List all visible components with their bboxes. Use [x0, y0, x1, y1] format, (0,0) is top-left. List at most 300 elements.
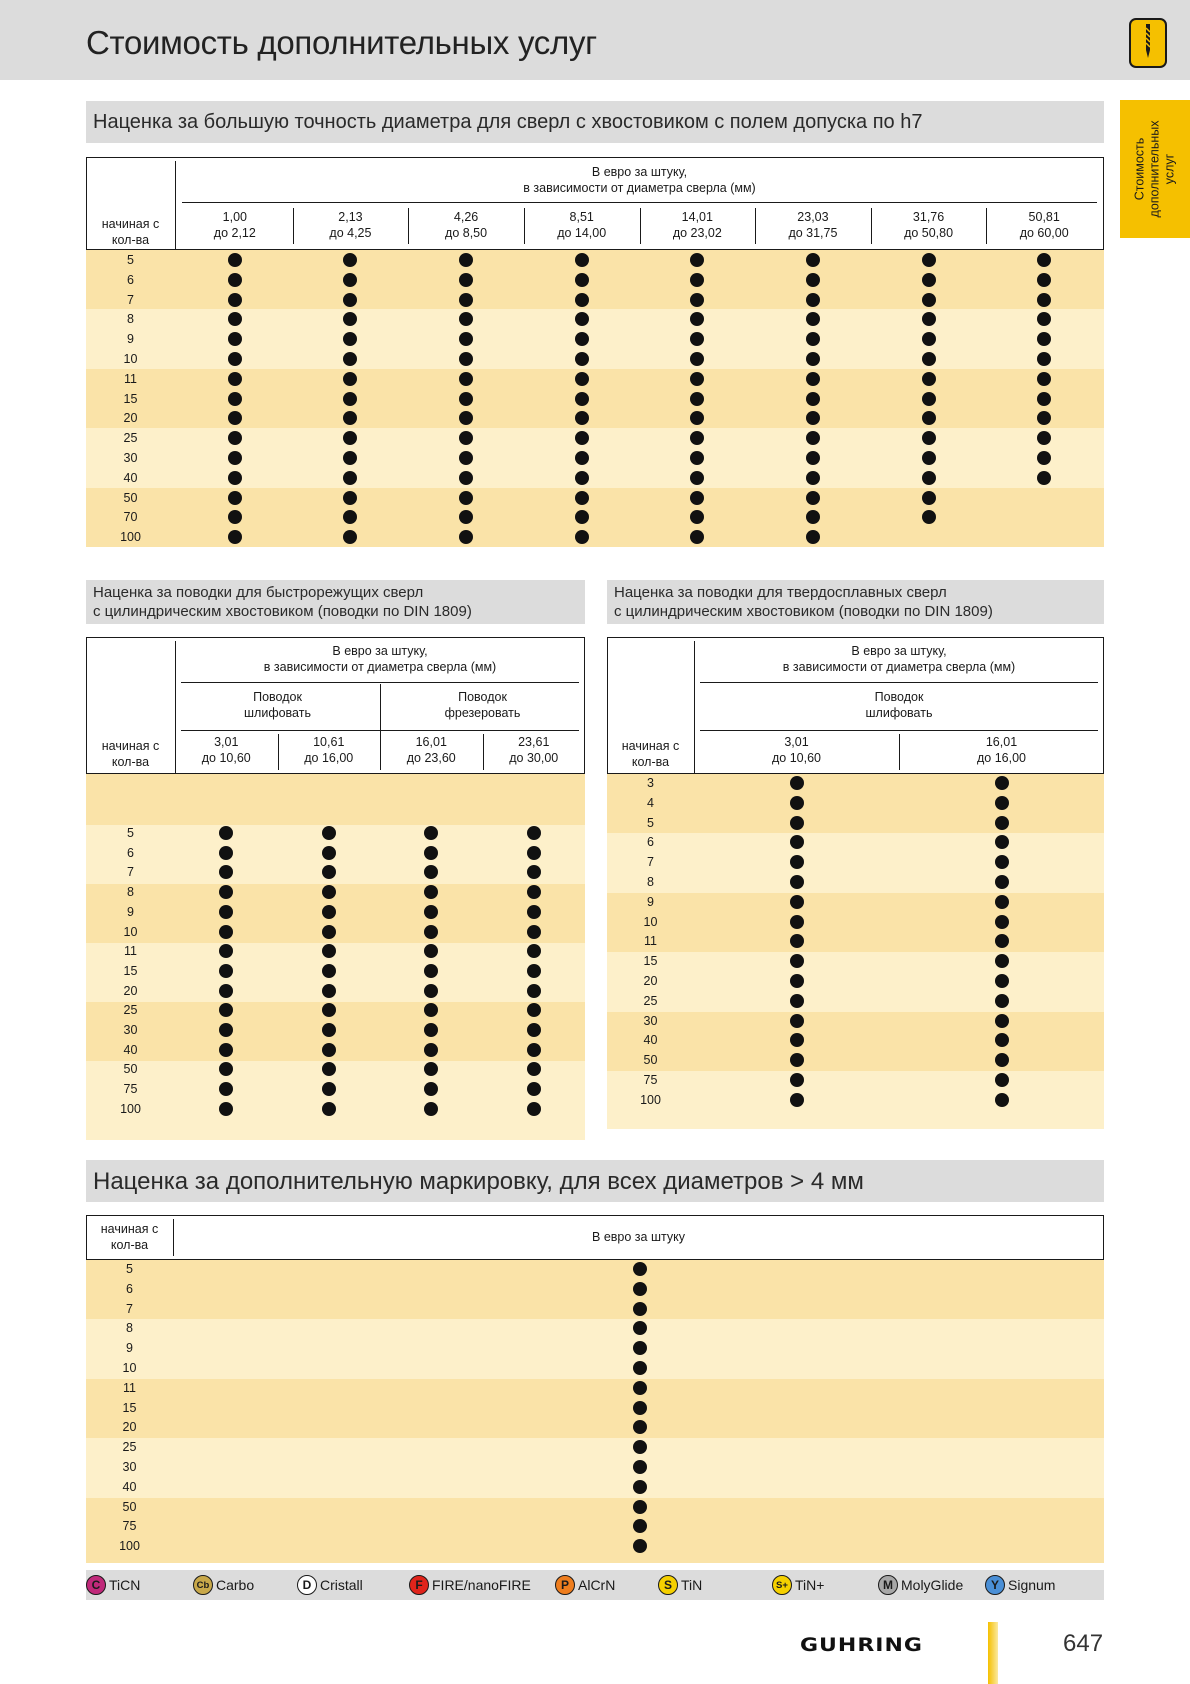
coating-icon: M — [878, 1575, 898, 1595]
coating-icon: S+ — [772, 1575, 792, 1595]
divider — [483, 734, 484, 770]
divider — [524, 208, 525, 244]
price-dot — [790, 1093, 804, 1107]
price-dot — [575, 352, 589, 366]
price-dot — [922, 273, 936, 287]
column-header: 8,51 до 14,00 — [557, 210, 607, 240]
price-dot — [322, 944, 336, 958]
qty-value: 3 — [647, 776, 654, 790]
qty-value: 7 — [127, 865, 134, 880]
legend-label: TiN+ — [795, 1577, 825, 1593]
column-header: 1,00 до 2,12 — [213, 210, 256, 240]
qty-value: 40 — [122, 1479, 137, 1494]
section3-title-bar — [607, 580, 1104, 624]
column-header: 16,01 до 16,00 — [977, 735, 1026, 765]
price-dot — [690, 392, 704, 406]
price-dot — [228, 273, 242, 287]
price-dot — [322, 846, 336, 860]
price-dot — [424, 1043, 438, 1057]
price-dot — [527, 1043, 541, 1057]
price-dot — [527, 984, 541, 998]
price-dot — [633, 1401, 647, 1415]
legend-item — [193, 1575, 254, 1595]
price-dot — [790, 1053, 804, 1067]
price-dot — [322, 1043, 336, 1057]
price-dot — [527, 826, 541, 840]
qty-value: 5 — [647, 815, 654, 830]
price-dot — [995, 796, 1009, 810]
guhring-logo: GUHRING — [800, 1634, 923, 1657]
qty-value: 40 — [643, 1033, 658, 1048]
header-group-label: В евро за штуку, в зависимости от диаметра сверла (мм) — [263, 644, 497, 674]
price-dot — [633, 1460, 647, 1474]
qty-value: 8 — [127, 885, 134, 900]
coating-icon: F — [409, 1575, 429, 1595]
qty-value: 7 — [127, 292, 134, 307]
qty-value: 75 — [123, 1082, 138, 1097]
qty-value: 25 — [122, 1440, 137, 1455]
subgroup-label: Поводок шлифовать — [244, 690, 311, 720]
legend-label: AlCrN — [578, 1577, 616, 1593]
qty-value: 75 — [643, 1073, 658, 1087]
subgroup-label: Поводок шлифовать — [865, 690, 933, 720]
price-dot — [575, 411, 589, 425]
price-dot — [995, 1033, 1009, 1047]
legend-label: Signum — [1008, 1577, 1056, 1593]
legend-item — [297, 1575, 363, 1595]
price-dot — [322, 885, 336, 899]
qty-value: 10 — [122, 1361, 137, 1375]
precision-table — [86, 157, 1104, 553]
column-header: 10,61 до 16,00 — [304, 735, 354, 765]
column-header: 16,01 до 23,60 — [406, 735, 456, 765]
qty-value: 6 — [126, 1281, 133, 1296]
price-dot — [527, 1102, 541, 1116]
price-dot — [806, 491, 820, 505]
column-header: 23,61 до 30,00 — [509, 735, 559, 765]
legend-label: TiN — [681, 1577, 703, 1593]
legend-label: TiCN — [109, 1577, 141, 1593]
price-dot — [633, 1381, 647, 1395]
price-dot — [995, 915, 1009, 929]
price-dot — [995, 1053, 1009, 1067]
section3-title: Наценка за поводки для твердосплавных сверл с цилиндрическим хвостовиком (поводки по DIN 1809) — [614, 584, 993, 620]
qty-value: 100 — [120, 1101, 141, 1116]
row-band — [86, 774, 585, 825]
price-dot — [575, 332, 589, 346]
price-dot — [995, 835, 1009, 849]
price-dot — [219, 1043, 233, 1057]
column-header: 23,03 до 31,75 — [788, 210, 838, 240]
price-dot — [228, 491, 242, 505]
price-dot — [527, 1082, 541, 1096]
qty-value: 100 — [120, 530, 141, 545]
qty-value: 20 — [122, 1420, 137, 1435]
price-dot — [459, 451, 473, 465]
price-dot — [995, 776, 1009, 790]
price-dot — [575, 253, 589, 267]
price-dot — [322, 964, 336, 978]
price-dot — [922, 451, 936, 465]
qty-label: начиная с кол-ва — [621, 739, 680, 769]
price-dot — [459, 471, 473, 485]
price-dot — [790, 974, 804, 988]
price-dot — [790, 776, 804, 790]
page-number: 647 — [1063, 1630, 1104, 1657]
column-header: 3,01 до 10,60 — [201, 735, 251, 765]
price-dot — [459, 491, 473, 505]
coating-icon: P — [555, 1575, 575, 1595]
legend-label: Carbo — [216, 1577, 255, 1593]
qty-value: 15 — [643, 954, 658, 969]
row-band — [86, 1498, 1104, 1563]
divider — [700, 730, 1098, 731]
price-dot — [806, 273, 820, 287]
price-dot — [228, 332, 242, 346]
price-dot — [424, 925, 438, 939]
section4-title: Наценка за дополнительную маркировку, для всех диаметров > 4 мм — [93, 1168, 864, 1195]
qty-value: 70 — [123, 510, 138, 525]
price-dot — [575, 471, 589, 485]
divider — [182, 202, 1097, 203]
price-dot — [228, 293, 242, 307]
qty-value: 8 — [126, 1321, 133, 1336]
qty-value: 20 — [643, 974, 658, 988]
divider — [640, 208, 641, 244]
price-dot — [228, 431, 242, 445]
qty-value: 9 — [126, 1341, 133, 1356]
page-title: Стоимость дополнительных услуг — [86, 24, 597, 61]
price-dot — [633, 1302, 647, 1316]
divider — [899, 734, 900, 770]
price-dot — [575, 431, 589, 445]
divider — [181, 730, 579, 731]
section2-title-bar — [86, 580, 585, 624]
coating-icon: D — [297, 1575, 317, 1595]
price-dot — [922, 253, 936, 267]
price-dot — [690, 491, 704, 505]
legend-item — [772, 1575, 824, 1595]
coating-icon: Cb — [193, 1575, 213, 1595]
divider — [986, 208, 987, 244]
qty-value: 50 — [122, 1499, 137, 1514]
price-dot — [322, 1082, 336, 1096]
price-dot — [228, 392, 242, 406]
price-dot — [806, 392, 820, 406]
price-dot — [575, 372, 589, 386]
side-tab-label: Стоимость дополнительных услуг — [1132, 120, 1177, 218]
price-dot — [995, 1093, 1009, 1107]
price-dot — [995, 934, 1009, 948]
price-dot — [790, 1033, 804, 1047]
qty-value: 30 — [643, 1013, 658, 1028]
price-dot — [806, 253, 820, 267]
price-dot — [322, 984, 336, 998]
price-dot — [322, 826, 336, 840]
price-dot — [790, 895, 804, 909]
qty-value: 11 — [124, 944, 137, 959]
price-dot — [922, 392, 936, 406]
price-dot — [790, 796, 804, 810]
price-dot — [575, 451, 589, 465]
legend-item — [658, 1575, 702, 1595]
price-dot — [790, 816, 804, 830]
price-dot — [790, 994, 804, 1008]
price-dot — [995, 1014, 1009, 1028]
column-header: 2,13 до 4,25 — [329, 210, 372, 240]
header-group-label: В евро за штуку, в зависимости от диаметра сверла (мм) — [782, 644, 1016, 674]
price-dot — [219, 925, 233, 939]
side-tab[interactable] — [1120, 100, 1190, 238]
qty-value: 5 — [127, 826, 134, 840]
qty-label: начиная с кол-ва — [101, 217, 160, 247]
price-dot — [424, 846, 438, 860]
price-dot — [459, 293, 473, 307]
qty-value: 20 — [123, 411, 138, 426]
qty-value: 25 — [123, 1003, 138, 1018]
price-dot — [575, 491, 589, 505]
price-dot — [1037, 372, 1051, 386]
price-dot — [806, 352, 820, 366]
price-dot — [424, 984, 438, 998]
price-dot — [527, 1003, 541, 1017]
qty-value: 15 — [123, 391, 138, 406]
price-dot — [527, 846, 541, 860]
price-dot — [343, 392, 357, 406]
qty-value: 40 — [123, 1042, 138, 1057]
price-dot — [228, 530, 242, 544]
price-dot — [806, 471, 820, 485]
price-dot — [790, 875, 804, 889]
qty-value: 100 — [119, 1539, 140, 1554]
column-header: 14,01 до 23,02 — [672, 210, 722, 240]
price-dot — [527, 925, 541, 939]
price-dot — [806, 293, 820, 307]
drill-icon — [1129, 18, 1167, 68]
legend-item — [409, 1575, 531, 1595]
price-dot — [322, 925, 336, 939]
header-label: В евро за штуку — [592, 1230, 685, 1244]
price-dot — [219, 984, 233, 998]
price-dot — [228, 352, 242, 366]
divider — [181, 682, 579, 683]
price-dot — [633, 1500, 647, 1514]
qty-value: 11 — [644, 934, 657, 949]
price-dot — [995, 875, 1009, 889]
price-dot — [1037, 471, 1051, 485]
legend-label: Cristall — [320, 1577, 363, 1593]
column-header: 3,01 до 10,60 — [772, 735, 821, 765]
coating-legend — [86, 1570, 1104, 1600]
price-dot — [228, 253, 242, 267]
qty-value: 6 — [647, 835, 654, 850]
qty-value: 6 — [127, 272, 134, 287]
price-dot — [922, 372, 936, 386]
divider — [700, 682, 1098, 683]
price-dot — [790, 1073, 804, 1087]
qty-value: 100 — [640, 1092, 661, 1107]
qty-value: 9 — [127, 332, 134, 347]
price-dot — [790, 835, 804, 849]
qty-value: 75 — [122, 1519, 137, 1534]
price-dot — [228, 372, 242, 386]
section4-title-bar — [86, 1160, 1104, 1202]
price-dot — [690, 293, 704, 307]
price-dot — [806, 451, 820, 465]
qty-value: 8 — [647, 875, 654, 889]
qty-value: 5 — [126, 1262, 133, 1276]
price-dot — [806, 372, 820, 386]
price-dot — [995, 994, 1009, 1008]
qty-value: 5 — [127, 253, 134, 267]
price-dot — [790, 1014, 804, 1028]
price-dot — [633, 1282, 647, 1296]
price-dot — [922, 293, 936, 307]
qty-value: 15 — [123, 963, 138, 978]
price-dot — [575, 293, 589, 307]
price-dot — [575, 530, 589, 544]
price-dot — [219, 846, 233, 860]
qty-value: 10 — [643, 914, 658, 929]
qty-value: 10 — [123, 924, 138, 939]
price-dot — [575, 392, 589, 406]
price-dot — [322, 1003, 336, 1017]
row-band — [86, 1260, 1104, 1319]
qty-value: 9 — [647, 894, 654, 909]
qty-value: 7 — [126, 1301, 133, 1316]
subgroup-label: Поводок фрезеровать — [444, 690, 521, 720]
price-dot — [790, 915, 804, 929]
qty-value: 4 — [647, 795, 654, 810]
divider — [278, 734, 279, 770]
qty-value: 8 — [127, 312, 134, 327]
section1-title-bar — [86, 101, 1104, 143]
price-dot — [322, 1102, 336, 1116]
legend-item — [985, 1575, 1055, 1595]
qty-value: 9 — [127, 904, 134, 919]
price-dot — [1037, 392, 1051, 406]
price-dot — [995, 974, 1009, 988]
price-dot — [527, 964, 541, 978]
price-dot — [922, 510, 936, 524]
qty-label: начиная с кол-ва — [100, 1222, 159, 1252]
price-dot — [922, 332, 936, 346]
price-dot — [575, 510, 589, 524]
price-dot — [790, 855, 804, 869]
coating-icon: S — [658, 1575, 678, 1595]
row-band — [86, 1379, 1104, 1438]
price-dot — [459, 372, 473, 386]
hss-drive-table — [86, 637, 585, 1129]
qty-value: 50 — [123, 1062, 138, 1077]
price-dot — [459, 392, 473, 406]
price-dot — [219, 1102, 233, 1116]
coating-icon: Y — [985, 1575, 1005, 1595]
qty-value: 50 — [643, 1053, 658, 1068]
price-dot — [633, 1262, 647, 1276]
section1-title: Наценка за большую точность диаметра для сверл с хвостовиком с полем допуска по h7 — [93, 111, 923, 133]
qty-value: 11 — [124, 371, 137, 386]
qty-value: 30 — [122, 1460, 137, 1474]
price-dot — [922, 312, 936, 326]
column-header: 4,26 до 8,50 — [445, 210, 488, 240]
price-dot — [1037, 293, 1051, 307]
price-dot — [633, 1480, 647, 1494]
price-dot — [790, 934, 804, 948]
divider — [755, 208, 756, 244]
price-dot — [922, 352, 936, 366]
qty-value: 30 — [123, 1023, 138, 1037]
qty-value: 40 — [123, 470, 138, 485]
price-dot — [343, 491, 357, 505]
price-dot — [922, 431, 936, 445]
section2-title: Наценка за поводки для быстрорежущих сверл с цилиндрическим хвостовиком (поводки по DIN 1809) — [93, 584, 472, 620]
price-dot — [527, 944, 541, 958]
legend-label: FIRE/nanoFIRE — [432, 1577, 531, 1593]
price-dot — [995, 1073, 1009, 1087]
carbide-drive-table — [607, 637, 1104, 1129]
legend-item — [86, 1575, 140, 1595]
legend-label: MolyGlide — [901, 1577, 964, 1593]
qty-value: 11 — [123, 1380, 136, 1395]
row-band — [86, 1438, 1104, 1497]
price-dot — [922, 491, 936, 505]
qty-value: 10 — [123, 352, 138, 366]
qty-value: 30 — [123, 451, 138, 465]
price-dot — [343, 293, 357, 307]
qty-value: 15 — [122, 1400, 137, 1415]
price-dot — [922, 471, 936, 485]
qty-value: 50 — [123, 490, 138, 505]
price-dot — [527, 885, 541, 899]
price-dot — [995, 855, 1009, 869]
price-dot — [790, 954, 804, 968]
column-header: 50,81 до 60,00 — [1019, 210, 1069, 240]
price-dot — [228, 451, 242, 465]
divider — [871, 208, 872, 244]
qty-value: 20 — [123, 983, 138, 998]
price-dot — [459, 253, 473, 267]
divider — [408, 208, 409, 244]
qty-value: 6 — [127, 845, 134, 860]
legend-item — [878, 1575, 963, 1595]
price-dot — [633, 1361, 647, 1375]
price-dot — [575, 273, 589, 287]
price-dot — [424, 1102, 438, 1116]
divider — [293, 208, 294, 244]
column-header: 31,76 до 50,80 — [904, 210, 954, 240]
price-dot — [527, 905, 541, 919]
price-dot — [322, 905, 336, 919]
price-dot — [995, 954, 1009, 968]
header-group-label: В евро за штуку, в зависимости от диаметра сверла (мм) — [523, 165, 756, 195]
price-dot — [219, 905, 233, 919]
qty-value: 25 — [123, 431, 138, 446]
footer-stripe — [988, 1622, 998, 1684]
price-dot — [228, 471, 242, 485]
price-dot — [922, 411, 936, 425]
coating-icon: C — [86, 1575, 106, 1595]
legend-item — [555, 1575, 615, 1595]
marking-table — [86, 1215, 1104, 1559]
row-band — [86, 1319, 1104, 1378]
price-dot — [459, 352, 473, 366]
price-dot — [1037, 273, 1051, 287]
price-dot — [322, 1023, 336, 1037]
price-dot — [459, 273, 473, 287]
price-dot — [424, 905, 438, 919]
price-dot — [995, 895, 1009, 909]
